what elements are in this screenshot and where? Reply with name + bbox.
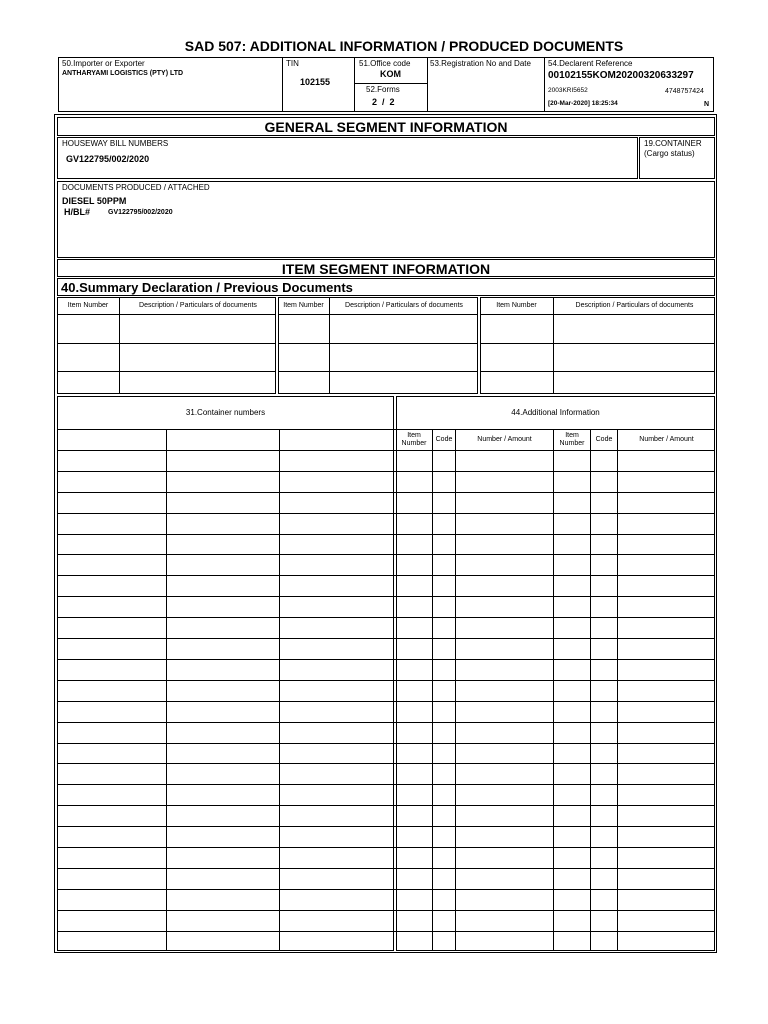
col-number-amount-2: Number / Amount [639,436,694,443]
col-item-number-3: Item Number [496,302,537,309]
office-code-value: KOM [380,69,401,79]
grid-row-line [57,471,715,472]
col-item-number-2: Item Number [283,302,324,309]
general-segment-heading: GENERAL SEGMENT INFORMATION [264,119,508,135]
col-item-label-1: Item [407,432,421,439]
hbl-tag-value: GV122795/002/2020 [108,209,173,216]
importer-value: ANTHARYAMI LOGISTICS (PTY) LTD [62,70,184,77]
documents-produced-label: DOCUMENTS PRODUCED / ATTACHED [62,183,210,192]
grid-row-line [57,868,715,869]
container-sub-label: (Cargo status) [644,149,695,158]
grid-row-line [57,910,715,911]
container-label: 19.CONTAINER [644,139,702,148]
office-code-label: 51.Office code [359,59,411,68]
col-description-3: Description / Particulars of documents [575,302,694,309]
ref-number: 4748757424 [665,88,704,95]
grid-row-line [57,575,715,576]
container-numbers-heading: 31.Container numbers [185,408,266,417]
grid-row-line [57,847,715,848]
ref-datetime: [20-Mar-2020] 18:25:34 [548,100,618,107]
grid-row-line [57,701,715,702]
grid-row-line [57,889,715,890]
importer-label: 50.Importer or Exporter [62,59,145,68]
declarant-value: 00102155KOM20200320633297 [548,70,694,81]
col-number-amount-1: Number / Amount [477,436,532,443]
summary-declaration-heading: 40.Summary Declaration / Previous Documents [61,280,353,295]
tin-value: 102155 [300,77,331,87]
additional-info-heading: 44.Additional Information [511,408,600,417]
summary-table-1 [57,297,276,394]
col-code-2: Code [595,436,613,443]
forms-value: 2 / 2 [372,97,395,107]
hbl-tag-label: H/BL# [64,207,91,217]
grid-row-line [57,722,715,723]
grid-row-line [57,680,715,681]
grid-row-line [57,784,715,785]
col-number-label-2: Number [559,440,585,447]
item-segment-heading: ITEM SEGMENT INFORMATION [281,261,491,277]
col-description-1: Description / Particulars of documents [139,302,257,309]
grid-row-line [57,617,715,618]
tin-label: TIN [286,59,299,68]
grid-row-line [57,450,715,451]
ref-code: 2003KRI5652 [548,87,588,94]
declarant-label: 54.Declarent Reference [548,59,633,68]
grid-row-line [57,513,715,514]
summary-table-2 [278,297,478,394]
summary-table-3 [480,297,715,394]
documents-produced-box [57,181,715,258]
forms-label: 52.Forms [366,85,400,94]
documents-line-1: DIESEL 50PPM [62,196,127,206]
grid-row-line [57,534,715,535]
ref-flag: N [704,101,710,108]
col-number-label-1: Number [401,440,427,447]
grid-row-line [57,763,715,764]
page-title: SAD 507: ADDITIONAL INFORMATION / PRODUCED DOCUMENTS [184,38,624,54]
grid-row-line [57,554,715,555]
grid-row-line [57,931,715,932]
grid-row-line [57,826,715,827]
grid-row-line [57,805,715,806]
grid-row-line [57,638,715,639]
houseway-bill-value: GV122795/002/2020 [66,154,150,164]
grid-row-line [57,492,715,493]
col-item-label-2: Item [565,432,579,439]
registration-label: 53.Registration No and Date [430,59,531,68]
grid-row-line [57,743,715,744]
col-code-1: Code [435,436,453,443]
houseway-bill-label: HOUSEWAY BILL NUMBERS [62,139,169,148]
col-item-number-1: Item Number [67,302,109,309]
col-description-2: Description / Particulars of documents [345,302,463,309]
grid-row-line [57,659,715,660]
grid-row-line [57,596,715,597]
